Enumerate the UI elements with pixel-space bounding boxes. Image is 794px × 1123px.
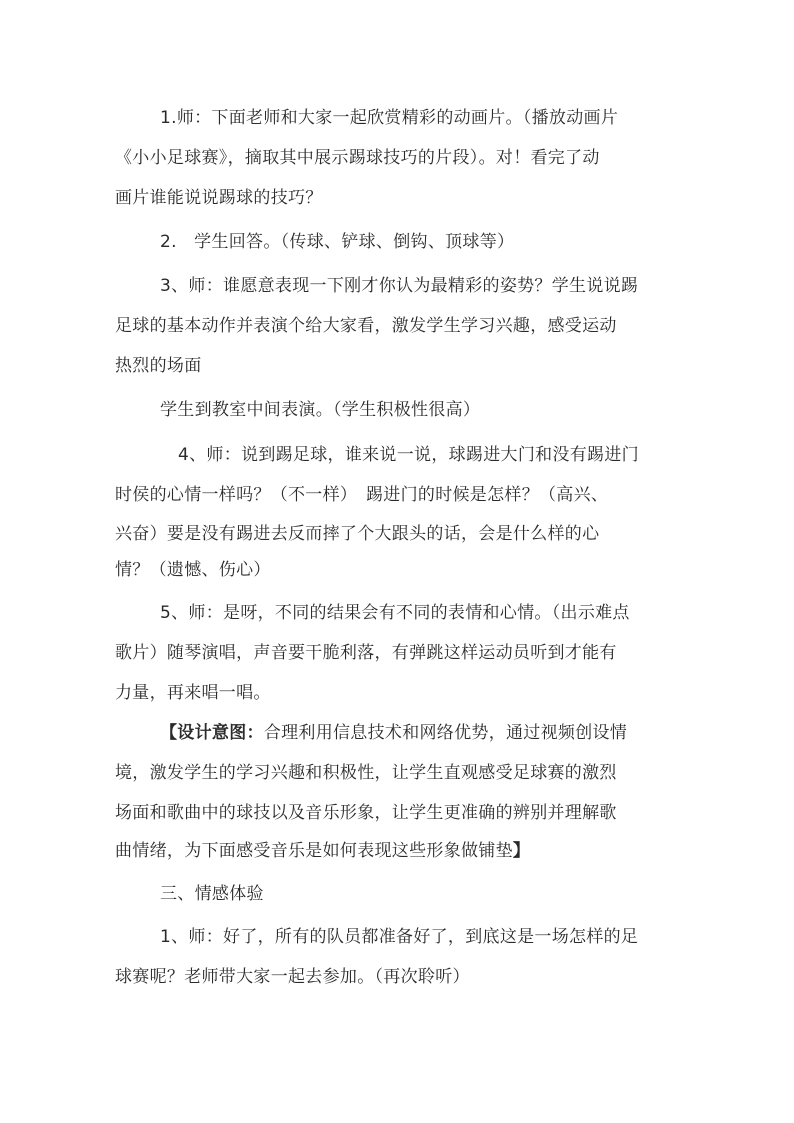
design-intent-text-1: 合理利用信息技术和网络优势，通过视频创设情	[263, 723, 628, 743]
paragraph-5-line-1: 4、师：说到踢足球，谁来说一说，球踢进大门和没有踢进门	[178, 445, 639, 465]
design-intent-line-4	[115, 839, 530, 863]
paragraph-9-line-2: 球赛呢？老师带大家一起去参加。（再次聆听）	[115, 967, 470, 987]
paragraph-3-line-1: 3、师：谁愿意表现一下刚才你认为最精彩的姿势？学生说说踢	[160, 276, 639, 296]
design-intent-end-bracket: 】	[512, 841, 531, 861]
paragraph-5-line-2: 时侯的心情一样吗？（不一样） 踢进门的时候是怎样？（高兴、	[115, 485, 609, 505]
paragraph-6-line-3: 力量，再来唱一唱。	[115, 683, 271, 703]
design-intent-line-3: 场面和歌曲中的球技以及音乐形象，让学生更准确的辨别并理解歌	[115, 803, 617, 823]
paragraph-9-line-1: 1、师：好了，所有的队员都准备好了，到底这是一场怎样的足	[160, 927, 639, 947]
paragraph-2-line-1: 2. 学生回答。（传球、铲球、倒钩、顶球等）	[160, 232, 515, 252]
paragraph-1-line-1: 1.师：下面老师和大家一起欣赏精彩的动画片。（播放动画片	[160, 108, 619, 128]
design-intent-label: 【设计意图：	[160, 723, 264, 743]
paragraph-6-line-2: 歌片）随琴演唱，声音要干脆利落，有弹跳这样运动员听到才能有	[115, 643, 617, 663]
design-intent-line-1	[160, 721, 627, 745]
paragraph-1-line-2: 《小小足球赛》，摘取其中展示踢球技巧的片段）。对！看完了动	[115, 148, 600, 168]
paragraph-3-line-3: 热烈的场面	[115, 356, 202, 376]
paragraph-6-line-1: 5、师：是呀，不同的结果会有不同的表情和心情。（出示难点	[160, 603, 630, 623]
section-heading-emotion: 三、情感体验	[160, 884, 264, 904]
paragraph-3-line-2: 足球的基本动作并表演个给大家看，激发学生学习兴趣，感受运动	[115, 316, 617, 336]
paragraph-5-line-3: 兴奋）要是没有踢进去反而摔了个大跟头的话，会是什么样的心	[115, 524, 600, 544]
paragraph-5-line-4: 情？（遗憾、伤心）	[115, 560, 271, 580]
paragraph-1-line-3: 画片谁能说说踢球的技巧？	[115, 188, 323, 208]
design-intent-text-4: 曲情绪，为下面感受音乐是如何表现这些形象做铺垫	[115, 841, 513, 861]
design-intent-line-2: 境，激发学生的学习兴趣和积极性，让学生直观感受足球赛的激烈	[115, 763, 617, 783]
paragraph-4-line-1: 学生到教室中间表演。（学生积极性很高）	[160, 400, 481, 420]
